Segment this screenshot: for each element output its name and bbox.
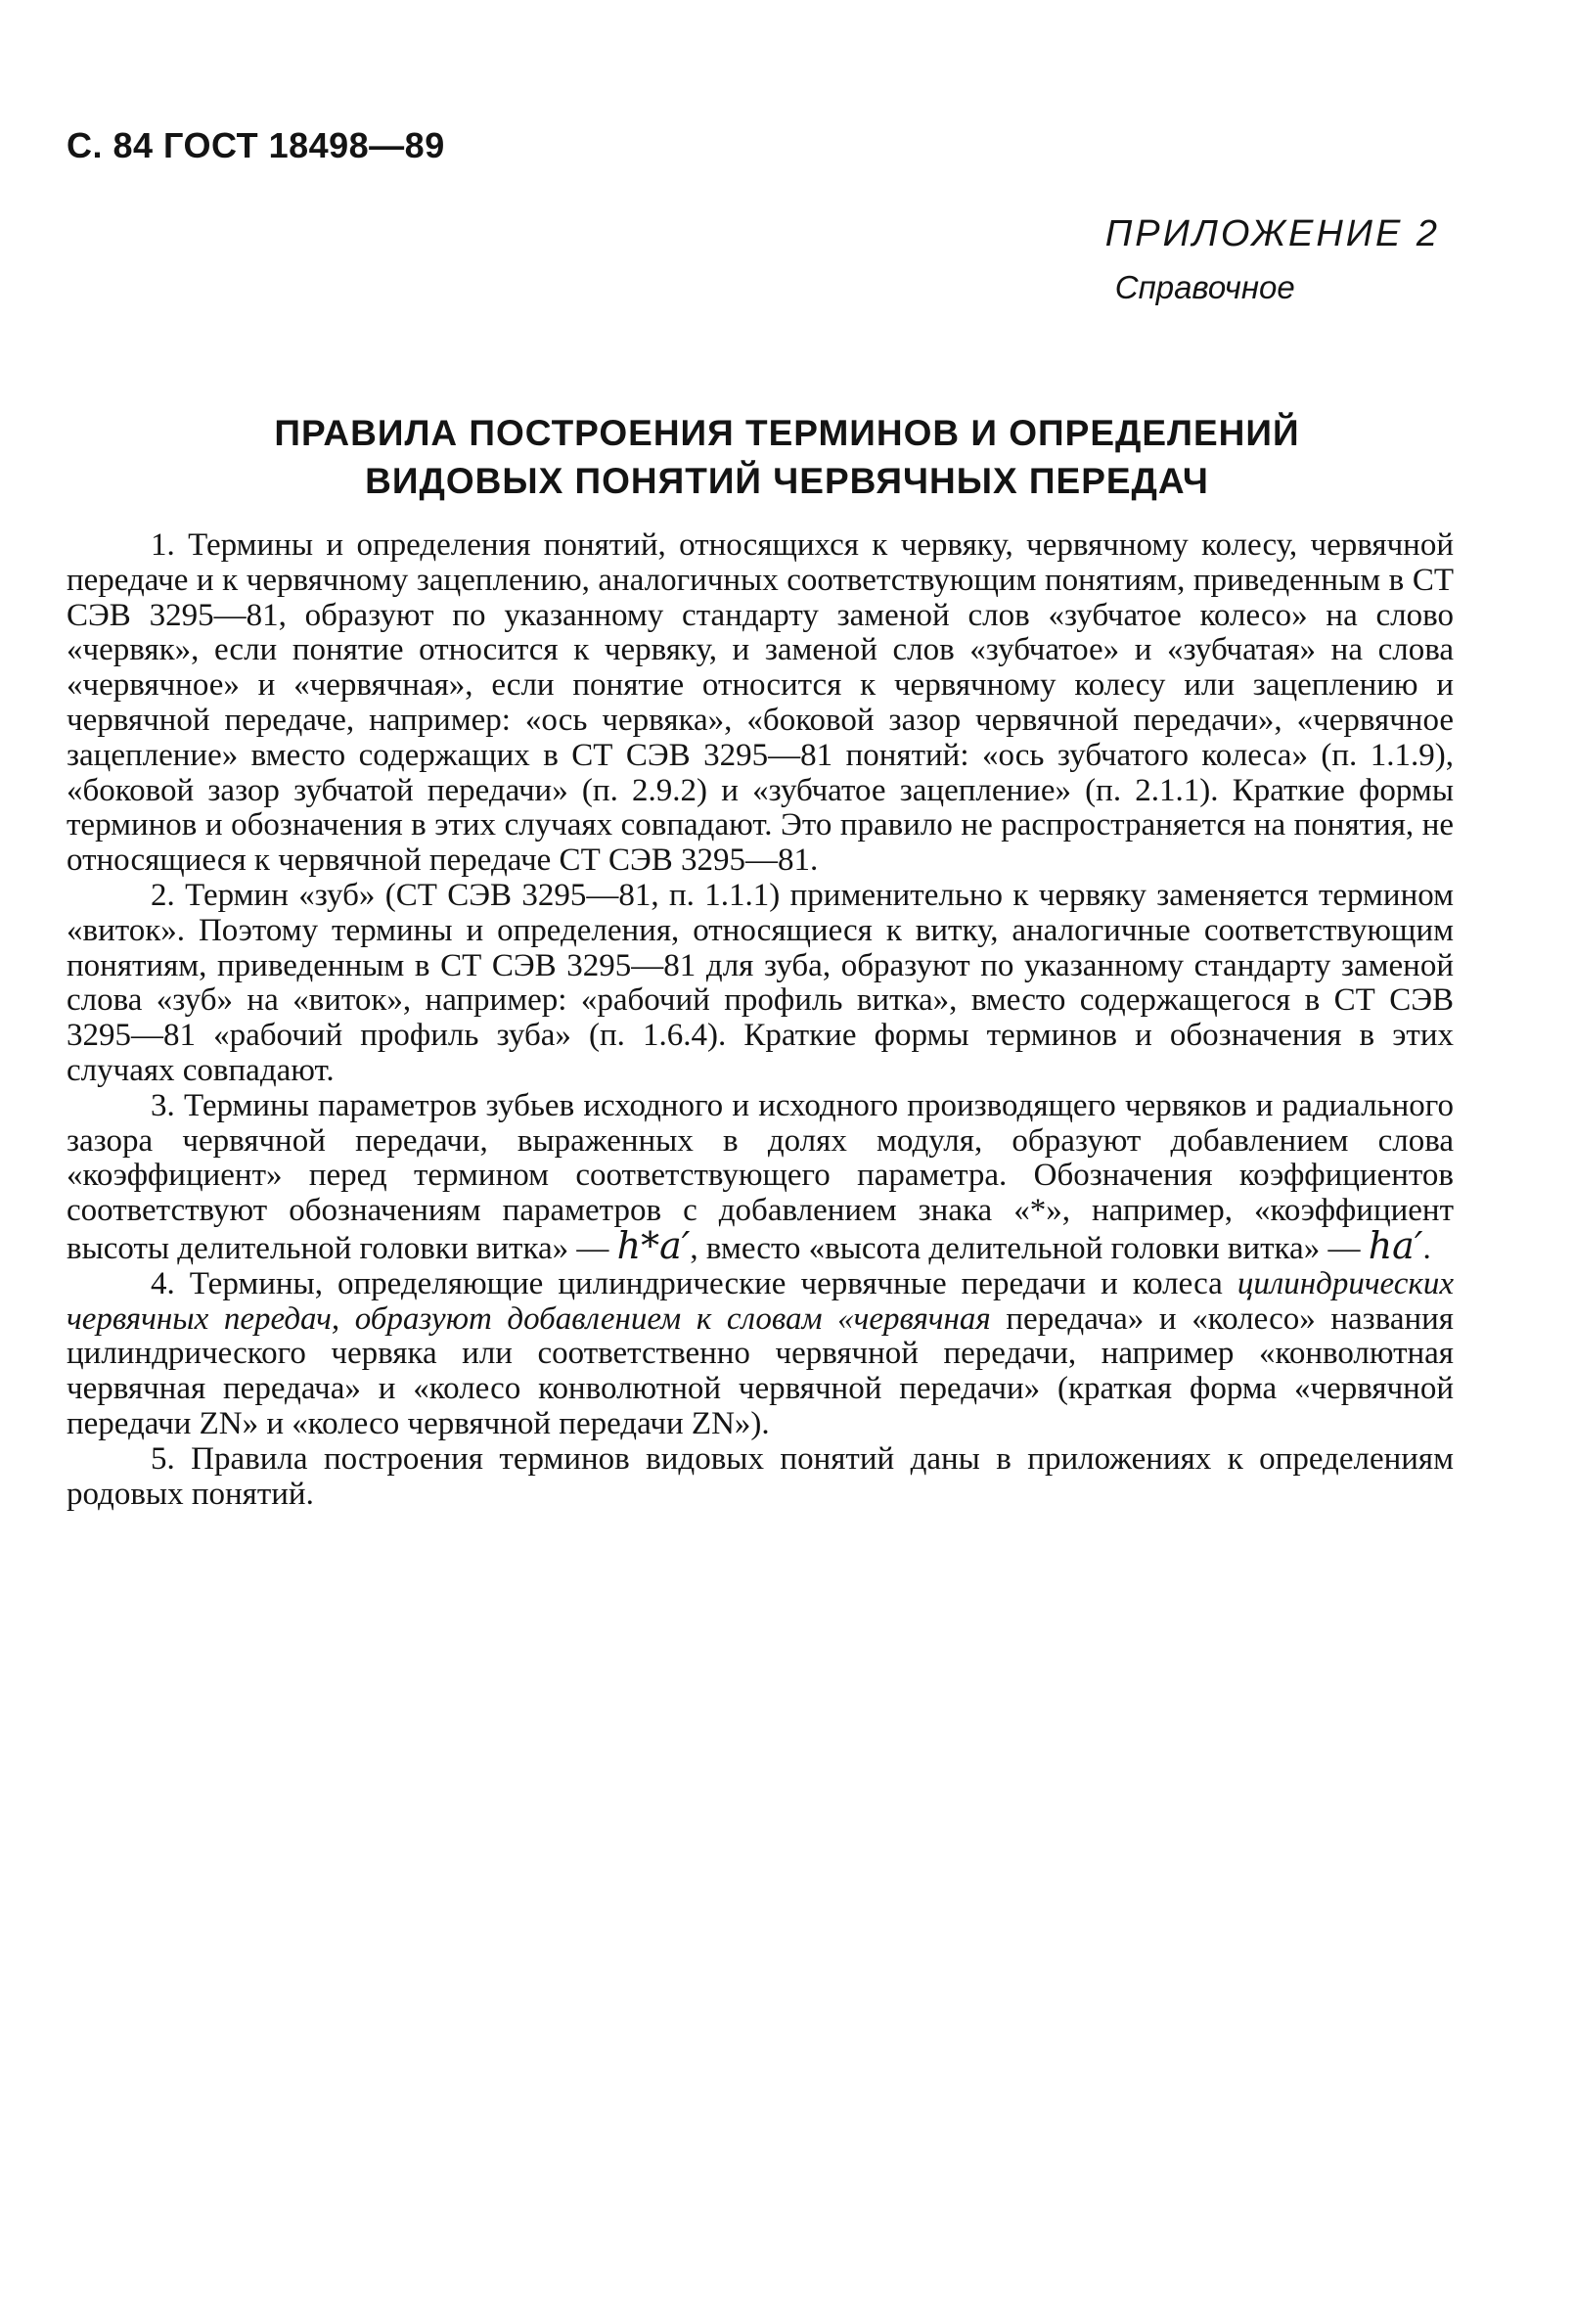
appendix-block [1105,213,1440,306]
paragraph-3-text-a: 3. Термины параметров зубьев исходного и исходного производящего червяков и радиального зазора червячной передачи, выраженных в долях модуля, образуют добавлением слова «коэффициент» перед термином соответствующего параметра. Обозначения коэффициентов соответствуют обозначениям параметров с добавлением знака «*», например, «коэффициент высоты делительной головки витка» — [67,1087,1454,1266]
paragraph-2: 2. Термин «зуб» (СТ СЭВ 3295—81, п. 1.1.1) применительно к червяку заменяется термином «виток». Поэтому термины и определения, относящиеся к витку, аналогичные соответствующим понятиям, приведенным в СТ СЭВ 3295—81 для зуба, образуют по указанному стандарту заменой слова «зуб» на «виток», например: «рабочий профиль витка», вместо содержащегося в СТ СЭВ 3295—81 «рабочий профиль зуба» (п. 1.6.4). Краткие формы терминов и обозначения в этих случаях совпадают. [67,877,1454,1088]
paragraph-4 [67,1267,1454,1442]
paragraph-4-text-a: 4. Термины, определяющие цилиндрические червячные передачи и колеса [151,1265,1237,1301]
body-text [67,528,1454,1512]
formula-height: ha′ [1368,1223,1423,1267]
paragraph-4-text-b: передача» и «колесо» названия цилиндрического червяка или соответственно червячной передачи, например «конволютная червячная передача» и «колесо конволютной червячной передачи» (краткая форма «червячной передачи ZN» и «колесо червячной передачи ZN»). [67,1300,1454,1441]
appendix-type: Справочное [1114,269,1295,305]
paragraph-4-italic-run: цилиндрических червячных передач, образуют добавлением к словам «червячная [67,1265,1454,1337]
paragraph-5: 5. Правила построения терминов видовых понятий даны в приложениях к определениям родовых понятий. [67,1440,1454,1512]
running-header: С. 84 ГОСТ 18498—89 [67,125,445,165]
section-title [0,409,1574,505]
paragraph-1: 1. Термины и определения понятий, относящихся к червяку, червячному колесу, червячной передаче и к червячному зацеплению, аналогичных соответствующим понятиям, приведенным в СТ СЭВ 3295—81, образуют по указанному стандарту заменой слов «зубчатое колесо» на слово «червяк», если понятие относится к червяку, и заменой слов «зубчатое» и «зубчатая» на слова «червячное» и «червячная», если понятие относится к червячному колесу или зацеплению и червячной передаче, например: «ось червяка», «боковой зазор червячной передачи», «червячное зацепление» вместо содержащих в СТ СЭВ 3295—81 понятий: «ось зубчатого колеса» (п. 1.1.9), «боковой зазор зубчатой передачи» (п. 2.9.2) и «зубчатое зацепление» (п. 2.1.1). Краткие формы терминов и обозначения в этих случаях совпадают. Это правило не распространяется на понятия, не относящиеся к червячной передаче СТ СЭВ 3295—81. [67,527,1454,879]
title-line-1: ПРАВИЛА ПОСТРОЕНИЯ ТЕРМИНОВ И ОПРЕДЕЛЕНИЙ [274,413,1300,453]
paragraph-3-text-b: , вместо «высота делительной головки витка» — [690,1230,1369,1266]
title-line-2: ВИДОВЫХ ПОНЯТИЙ ЧЕРВЯЧНЫХ ПЕРЕДАЧ [365,461,1209,501]
paragraph-3 [67,1089,1454,1267]
appendix-label: ПРИЛОЖЕНИЕ 2 [1104,213,1440,254]
paragraph-3-text-c: . [1422,1230,1431,1266]
formula-coefficient: h*a′ [616,1223,691,1267]
